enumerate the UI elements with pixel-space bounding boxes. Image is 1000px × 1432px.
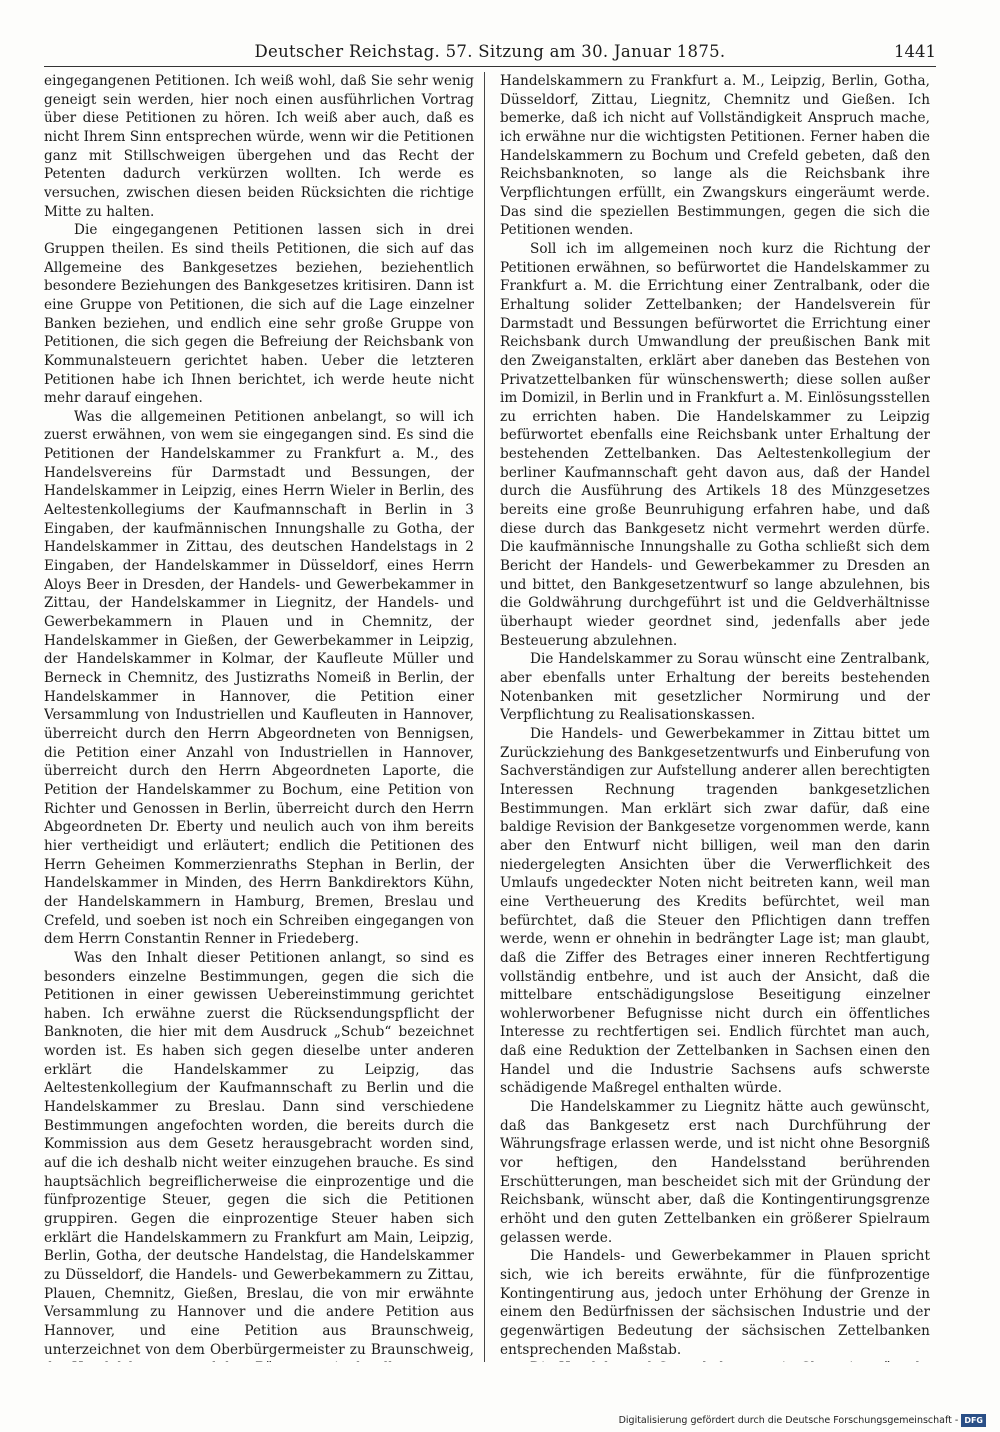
paragraph: Was den Inhalt dieser Petitionen anlangt, so sind es besonders einzelne Bestimmungen, gegen die sich die Petitionen in einer gewissen Uebereinstimmung gerichtet haben. Ich erwähne zuerst die Rücksendungspflicht der Banknoten, die hier mit dem Ausdruck „Schub“ bezeichnet worden ist. Es haben sich gegen dieselbe unter anderen erklärt die Handelskammer zu Leipzig, das Aeltestenkollegium der Kaufmannschaft zu Berlin und die Handelskammer zu Breslau. Dann sind verschiedene Bestimmungen angefochten worden, die bereits durch die Kommission aus dem Gesetz herausgebracht worden sind, auf die ich deshalb nicht weiter einzugehen brauche. Es sind hauptsächlich begreiflicherweise die einprozentige und die fünfprozentige Steuer, gegen die sich die Petitionen gruppiren. Gegen die einprozentige Steuer haben sich erklärt die Handelskammern zu Frankfurt am Main, Leipzig, Berlin, Gotha, der deutsche Handelstag, die Handelskammer zu Düsseldorf, die Handels- und Gewerbekammern zu Zittau, Plauen, Chemnitz, Gießen, Breslau, die von mir erwähnte Versammlung zu Hannover und die andere Petition aus Hannover, und eine Petition aus Braunschweig, unterzeichnet von dem Oberbürgermeister zu Braunschweig, bbox=[44, 949, 474, 1358]
page-header bbox=[44, 40, 936, 67]
page-number: 1441 bbox=[894, 42, 936, 61]
paragraph: eingegangenen Petitionen. Ich weiß wohl, daß Sie sehr wenig geneigt sein werden, hier noch einen ausführlichen Vortrag über diese Petitionen zu hören. Ich weiß aber auch, daß es nicht Ihrem Sinn entsprechen würde, wenn wir die Petitionen ganz mit Stillschweigen übergehen und das Recht der Petenten dadurch verkürzen wollten. Ich werde es versuchen, zwischen diesen beiden Rücksichten die richtige Mitte zu halten. bbox=[44, 73, 474, 220]
paragraph: Handelskammern zu Frankfurt a. M., Leipzig, Berlin, Gotha, Düsseldorf, Zittau, Liegnitz, Chemnitz und Gießen. Ich bemerke, daß ich nicht auf Vollständigkeit Anspruch mache, ich erwähne nur die wichtigsten Petitionen. Ferner haben die Handelskammern zu Bochum und Crefeld gebeten, daß den Reichsbanknoten, so lange als die Reichsbank ihre Verpflichtungen erfüllt, ein Zwangskurs eingeräumt werde. Das sind die speziellen Bestimmungen, gegen die sich die Petitionen wenden. bbox=[500, 73, 930, 239]
paragraph: Die Handels- und Gewerbekammer in Zittau bittet um Zurückziehung des Bankgesetzentwurfs und Einberufung von Sachverständigen zur Aufstellung anderer allen berechtigten Interessen Rechnung tragenden bankgesetzlichen Bestimmungen. Man erklärt sich zwar dafür, daß eine baldige Revision der Bankgesetze vorgenommen werde, kann aber den Entwurf nicht billigen, weil man den darin niedergelegten Ansichten über die Verwerflichkeit des Umlaufs ungedeckter Noten nicht beitreten kann, weil man eine Vertheuerung des Kredits befürchtet, weil man befürchtet, daß die Steuer den Pflichtigen dann treffen werde, wenn er ohnehin in bedrängter Lage ist; man glaubt, daß die Ziffer des Betrages einer inneren Rechtfertigung vollständig entbehre, und ist auch der Ansicht, daß die mittelbare entschädigungslose Beseitigung einzelner wohlerworbener Befugnisse nicht durch ein öffentliches Interesse zu rechtfertigen sei. Endlich fürchtet man auch, daß eine Reduktion der Zettelbanken in Sachsen einen den Handel und die Industrie Sachsens aufs schwerste schädigende Maßregel enthalten würde. bbox=[500, 725, 930, 1097]
column-divider bbox=[484, 72, 485, 1362]
paragraph: Die eingegangenen Petitionen lassen sich in drei Gruppen theilen. Es sind theils Petitionen, die sich auf das Allgemeine des Bankgesetzes beziehen, beziehentlich besondere Beziehungen des Bankgesetzes kritisiren. Dann ist eine Gruppe von Petitionen, die sich auf die Lage einzelner Banken beziehen, und endlich eine sehr große Gruppe von Petitionen, die sich gegen die Befreiung der Reichsbank von Kommunalsteuern gerichtet haben. Ueber die letzteren Petitionen habe ich Ihnen berichtet, ich werde heute nicht mehr darauf eingehen. bbox=[44, 222, 474, 407]
paragraph: Soll ich im allgemeinen noch kurz die Richtung der Petitionen erwähnen, so befürwortet die Handelskammer zu Frankfurt a. M. die Errichtung einer Zentralbank, oder die Erhaltung solider Zettelbanken; der Handelsverein für Darmstadt und Bessungen befürwortet die Errichtung einer Reichsbank durch Umwandlung der preußischen Bank mit den Zweiganstalten, erklärt aber daneben das Bestehen von Privatzettelbanken für wünschenswerth; diese sollen außer im Domizil, in Berlin und in Frankfurt a. M. Einlösungsstellen zu errichten haben. Die Handelskammer zu Leipzig befürwortet ebenfalls eine Reichsbank unter Erhaltung der bestehenden Zettelbanken. Das Aeltestenkollegium der berliner Kaufmannschaft geht davon aus, daß der Handel durch die Ausführung des Artikels 18 des Münzgesetzes bereits eine große Beunruhigung erfahren habe, und daß diese durch das Bankgesetz nicht vermehrt werden dürfe. Die kaufmännische Innungshalle zu Gotha schließt sich dem Bericht der Handels- und Gewerbekammer zu Dresden an und bittet, den Bankgesetzentwurf so lange abzulehnen, bis die Goldwährung durchgeführt ist und die Geldverhältnisse überhaupt wieder geordnet sind, jedenfalls aber jede Besteuerung abzulehnen. bbox=[500, 240, 930, 649]
paragraph: Die Handelskammer zu Sorau wünscht eine Zentralbank, aber ebenfalls unter Erhaltung der bereits bestehenden Notenbanken mit gesetzlicher Normirung und der Verpflichtung zu Realisationskassen. bbox=[500, 651, 930, 724]
right-column bbox=[500, 72, 930, 1362]
footer-credit: Digitalisierung gefördert durch die Deutsche Forschungsgemeinschaft - bbox=[618, 1414, 959, 1426]
dfg-logo: DFG bbox=[961, 1414, 986, 1427]
paragraph: Die Handelskammer zu Liegnitz hätte auch gewünscht, daß das Bankgesetz erst nach Durchführung der Währungsfrage erlassen werde, und ist nicht ohne Besorgniß vor heftigen, den Handelsstand berührenden Erschütterungen, man bescheidet sich mit der Gründung der Reichsbank, wünscht aber, daß die Kontingentirungsgrenze erhöht und den guten Zettelbanken ein größerer Spielraum gelassen werde. bbox=[500, 1099, 930, 1246]
left-column bbox=[44, 72, 474, 1362]
paragraph: Die Handels- und Gewerbekammer in Plauen spricht sich, wie ich bereits erwähnte, für die fünfprozentige Kontingentirung aus, jedoch unter Erhöhung der Grenze in einem den Bedürfnissen der sächsischen Industrie und der gegenwärtigen Bedeutung der sächsischen Zettelbanken entsprechenden Maßstab. bbox=[500, 1248, 930, 1358]
running-title: Deutscher Reichstag. 57. Sitzung am 30. Januar 1875. bbox=[254, 42, 726, 61]
paragraph: Was die allgemeinen Petitionen anbelangt, so will ich zuerst erwähnen, von wem sie eingegangen sind. Es sind die Petitionen der Handelskammer zu Frankfurt a. M., des Handelsvereins für Darmstadt und Bessungen, der Handelskammer in Leipzig, eines Herrn Wieler in Berlin, des Aeltestenkollegiums der Kaufmannschaft in Berlin in 3 Eingaben, der kaufmännischen Innungshalle zu Gotha, der Handelskammer in Zittau, des deutschen Handelstags in 2 Eingaben, der Handelskammer in Düsseldorf, eines Herrn Aloys Beer in Dresden, der Handels- und Gewerbekammer in Zittau, der Handelskammer in Liegnitz, der Handels- und Gewerbekammern in Plauen und in Chemnitz, der Handelskammer in Gießen, der Gewerbekammer in Leipzig, der Handelskammer in Kolmar, der Kaufleute Müller und Berneck in Chemnitz, des Justizraths Nomeiß in Berlin, der Handelskammer in Hannover, die Petition einer Versammlung von Industriellen und Kaufleuten in Hannover, überreicht durch den Herrn Abgeordneten von Bennigsen, die Petition einer Anzahl von Industriellen in Hannover, überreicht durch den Herrn Abgeordneten Laporte, die Petition der Handelskammer zu Bochum, eine Petition von Richter und Genossen in Berlin, überreicht durch den Herrn Abgeordneten Dr. Eberty und neulich auch von ihm bereits hier vertheidigt und erläutert; endlich die Petitionen des Herrn Geheimen Kommerzienraths Stephan in Berlin, der Handelskammer in Minden, des Herrn Bankdirektors Kühn, der Handelskammern in Hamburg, Bremen, Breslau und Crefeld, und soeben ist noch ein Schreiben eingegangen von dem Herrn Constantin Renner in Friedeberg. bbox=[44, 408, 474, 948]
paragraph bbox=[500, 1359, 930, 1362]
footer bbox=[619, 1412, 986, 1428]
